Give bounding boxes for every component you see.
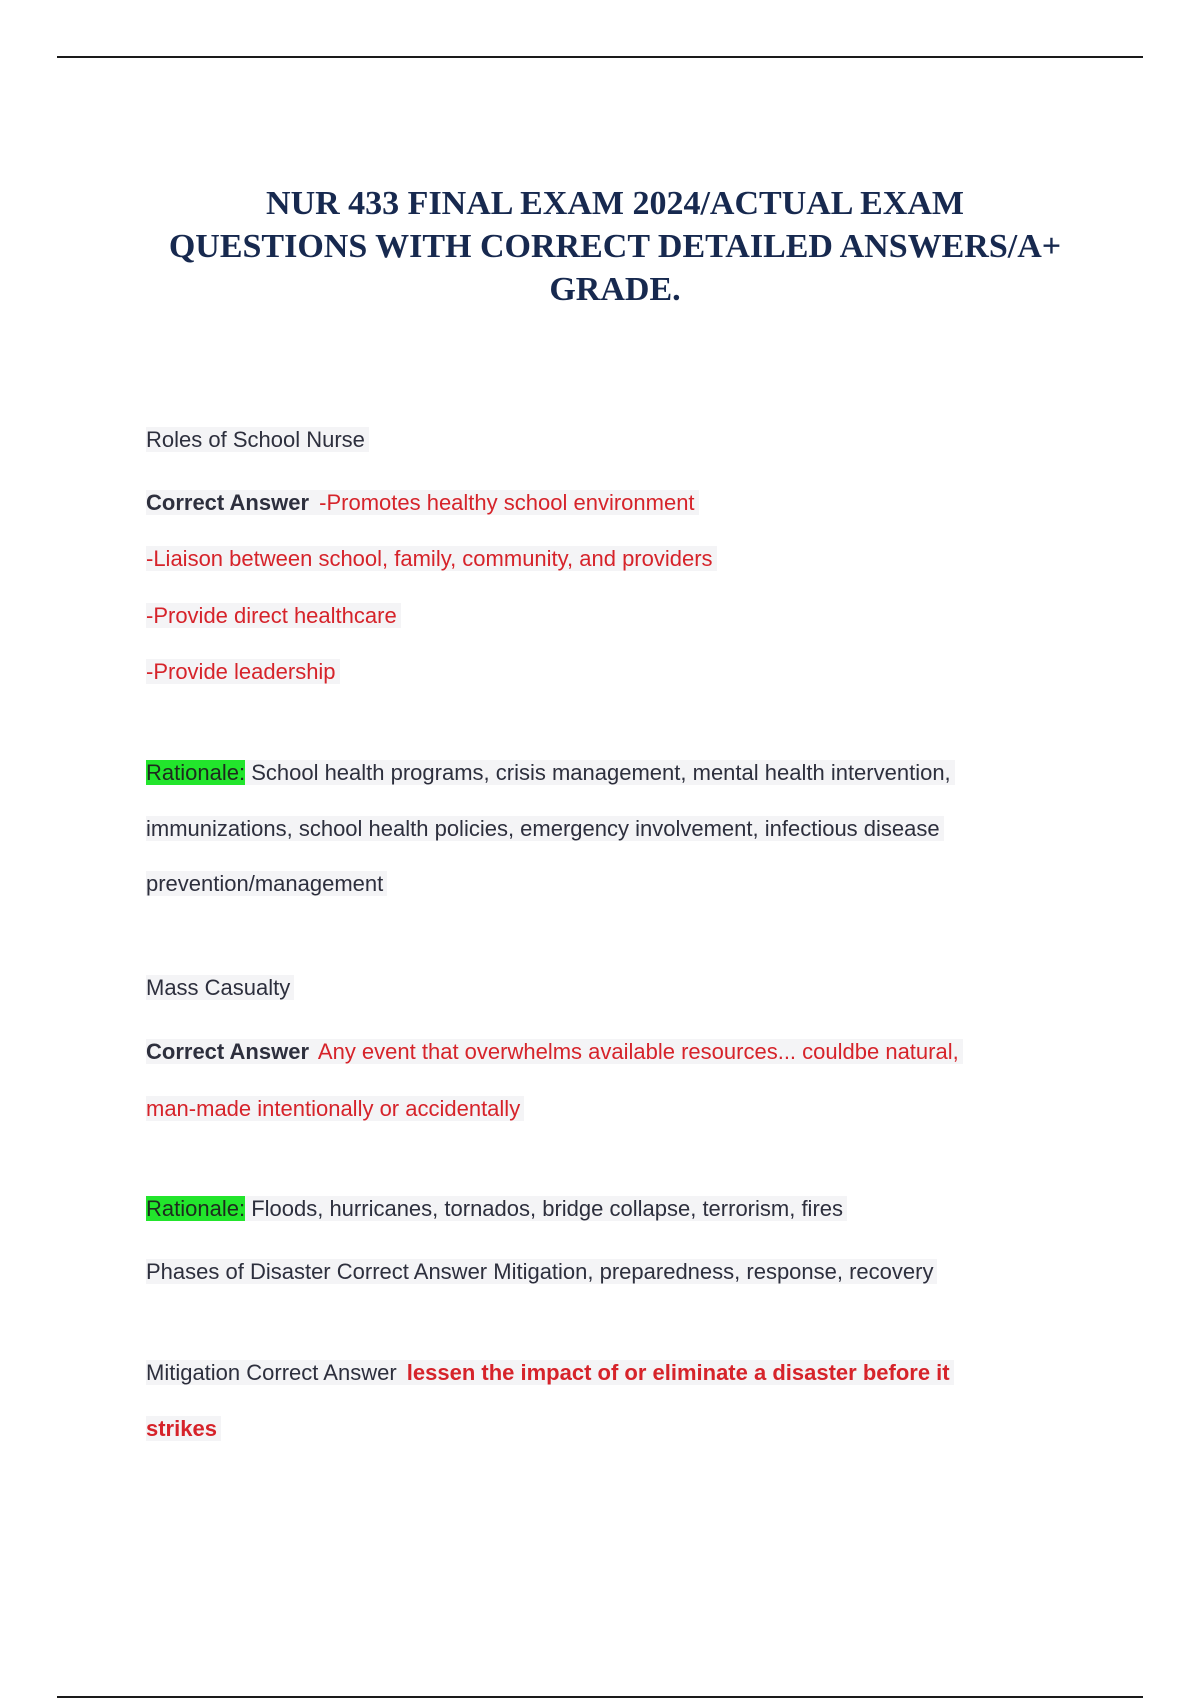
q1-rationale-line-3 <box>146 869 387 899</box>
title-line-1: NUR 433 FINAL EXAM 2024/ACTUAL EXAM <box>266 185 964 222</box>
top-rule <box>57 56 1143 58</box>
q3-line <box>146 1257 937 1287</box>
q1-answer-text-4: -Provide leadership <box>146 659 340 684</box>
q1-rationale-line-1 <box>146 758 955 788</box>
q1-answer-text-2: -Liaison between school, family, community, and providers <box>146 546 717 571</box>
q1-rationale-text-3: prevention/management <box>146 871 387 896</box>
q1-rationale-line-2 <box>146 814 944 844</box>
title-line-3: GRADE. <box>549 271 681 308</box>
q1-rationale-text-1: School health programs, crisis management, mental health intervention, <box>245 760 955 785</box>
q1-answer-line-3 <box>146 601 401 631</box>
q4-answer-text-1: lessen the impact of or eliminate a disaster before it <box>407 1360 954 1385</box>
document-title <box>110 182 1120 311</box>
q1-answer-text-1: -Promotes healthy school environment <box>313 490 699 515</box>
q1-answer-line-4 <box>146 657 340 687</box>
q2-answer-line-1 <box>146 1037 963 1067</box>
q1-rationale-text-2: immunizations, school health policies, emergency involvement, infectious disease <box>146 816 944 841</box>
q2-rationale-tag: Rationale: <box>146 1196 246 1221</box>
q1-answer-text-3: -Provide direct healthcare <box>146 603 401 628</box>
q2-answer-text-2: man-made intentionally or accidentally <box>146 1096 524 1121</box>
q1-answer-line-1 <box>146 488 699 518</box>
q1-rationale-tag: Rationale: <box>146 760 246 785</box>
q2-rationale-line <box>146 1194 847 1224</box>
q2-answer-label: Correct Answer <box>146 1039 313 1064</box>
q3-text: Phases of Disaster Correct Answer Mitigation, preparedness, response, recovery <box>146 1259 937 1284</box>
title-line-2: QUESTIONS WITH CORRECT DETAILED ANSWERS/A+ <box>168 228 1062 265</box>
q2-question: Mass Casualty <box>146 975 294 1000</box>
q1-question-line <box>146 425 369 455</box>
q4-line-2 <box>146 1414 221 1444</box>
q1-question: Roles of School Nurse <box>146 427 369 452</box>
q2-rationale-text: Floods, hurricanes, tornados, bridge collapse, terrorism, fires <box>245 1196 847 1221</box>
q2-answer-text-1: Any event that overwhelms available resources... couldbe natural, <box>313 1039 963 1064</box>
q4-line-1 <box>146 1358 954 1388</box>
q2-answer-line-2 <box>146 1094 524 1124</box>
q2-question-line <box>146 973 294 1003</box>
bottom-rule <box>57 1696 1143 1698</box>
q1-answer-label: Correct Answer <box>146 490 313 515</box>
q1-answer-line-2 <box>146 544 717 574</box>
q4-question: Mitigation Correct Answer <box>146 1360 407 1385</box>
q4-answer-text-2: strikes <box>146 1416 221 1441</box>
